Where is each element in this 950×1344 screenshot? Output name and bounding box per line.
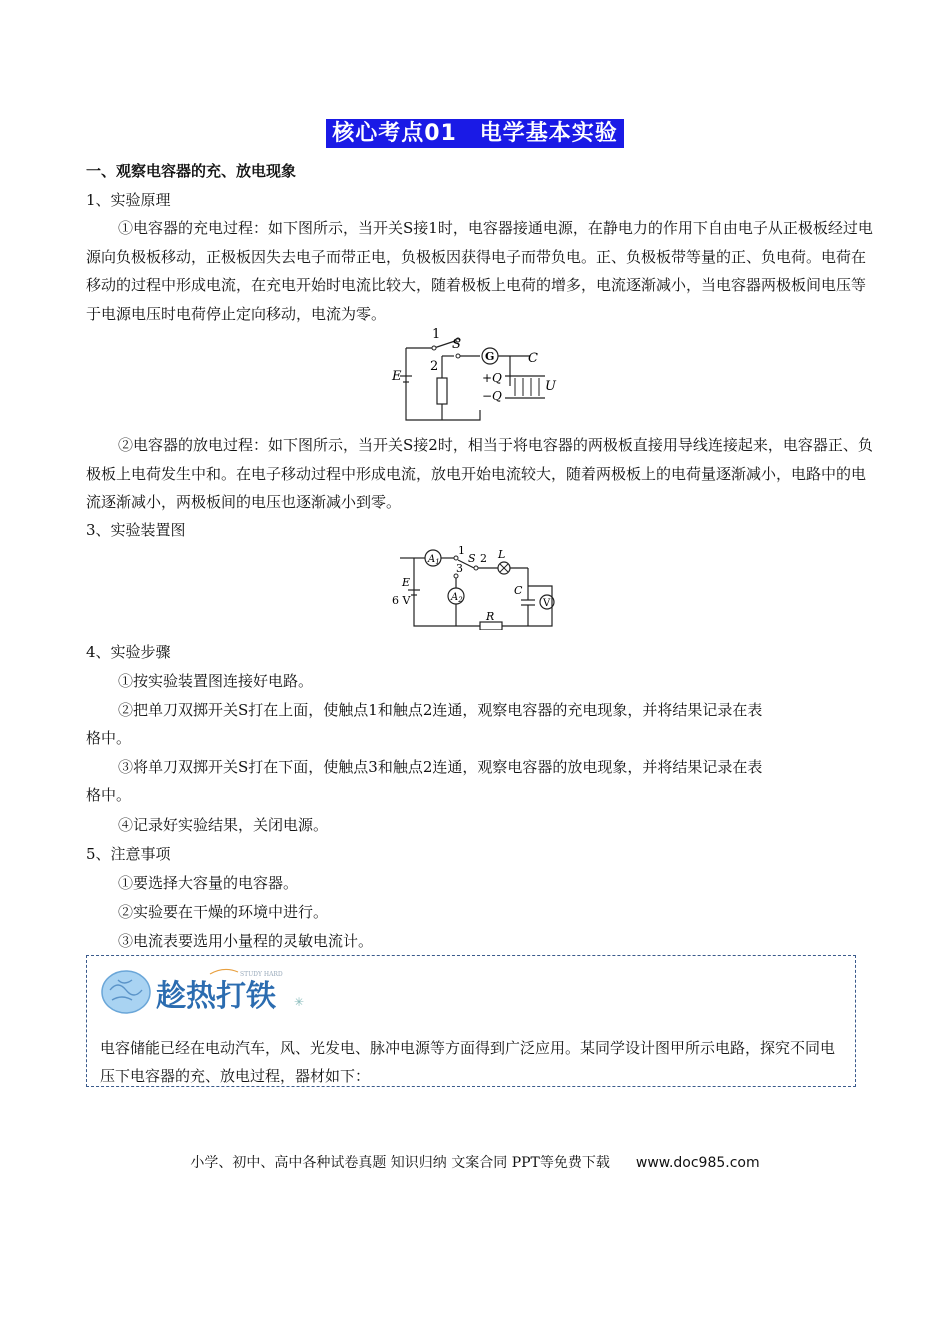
resistor-label: R bbox=[486, 610, 495, 623]
heading-notes: 5、注意事项 bbox=[86, 845, 171, 863]
minus-q-label: −Q bbox=[482, 389, 502, 403]
switch-label: S bbox=[452, 337, 461, 352]
section-heading: 一、观察电容器的充、放电现象 bbox=[86, 162, 297, 180]
heading-steps: 4、实验步骤 bbox=[86, 643, 171, 661]
voltmeter-label: V bbox=[543, 598, 551, 609]
note-item: ②实验要在干燥的环境中进行。 bbox=[118, 903, 329, 921]
footer bbox=[0, 1152, 950, 1172]
capacitor-label: C bbox=[528, 351, 538, 366]
plus-q-label: +Q bbox=[482, 371, 502, 385]
paragraph-discharging: ②电容器的放电过程：如下图所示，当开关S接2时，相当于将电容器的两极板直接用导线连接起来，电容器正、负极板上电荷发生中和。在电子移动过程中形成电流，放电开始电流较大，随着两极板上的电荷量逐渐减小，电路中的电流逐渐减小，两极板间的电压也逐渐减小到零。 bbox=[86, 436, 873, 511]
emf-label: 6 V bbox=[392, 594, 411, 607]
practice-text: 电容储能已经在电动汽车，风、光发电、脉冲电源等方面得到广泛应用。某同学设计图甲所示电路，探究不同电压下电容器的充、放电过程，器材如下： bbox=[100, 1039, 836, 1085]
lamp-label: L bbox=[498, 548, 506, 561]
step-item: ③将单刀双掷开关S打在下面，使触点3和触点2连通，观察电容器的放电现象，并将结果记录在表 bbox=[118, 758, 763, 776]
footer-text: 小学、初中、高中各种试卷真题 知识归纳 文案合同 PPT等免费下载 bbox=[190, 1155, 610, 1171]
note-item: ③电流表要选用小量程的灵敏电流计。 bbox=[118, 932, 374, 950]
step-item-cont: 格中。 bbox=[86, 729, 132, 747]
step-item: ②把单刀双掷开关S打在上面，使触点1和触点2连通，观察电容器的充电现象，并将结果记录在表 bbox=[118, 701, 763, 719]
ammeter-1-label: $A_1$ bbox=[428, 554, 440, 566]
voltage-label: U bbox=[545, 379, 556, 394]
footer-url[interactable]: www.doc985.com bbox=[635, 1155, 760, 1171]
galvanometer-label: G bbox=[485, 350, 495, 363]
capacitor-label-2: C bbox=[514, 584, 523, 597]
switch-label-2: S bbox=[468, 552, 476, 565]
source-label: E bbox=[392, 369, 402, 384]
sparkle-icon: ✳ bbox=[294, 995, 305, 1009]
contact-1-label: 1 bbox=[432, 327, 441, 342]
paragraph-charging: ①电容器的充电过程：如下图所示，当开关S接1时，电容器接通电源，在静电力的作用下自由电子从正极板经过电源向负极板移动，正极板因失去电子而带正电，负极板因获得电子而带负电。正、负极板带等量的正、负电荷。电荷在移动的过程中形成电流，在充电开始时电流比较大，随着极板上电荷的增多，电流逐渐减小，当电容器两极板间电压等于电源电压时电荷停止定向移动，电流为零。 bbox=[86, 219, 873, 323]
contact-1-label-2: 1 bbox=[458, 546, 465, 557]
apparatus-diagram bbox=[390, 546, 570, 630]
heading-principle: 1、实验原理 bbox=[86, 191, 171, 209]
step-item-cont: 格中。 bbox=[86, 786, 132, 804]
page-title: 核心考点01 电学基本实验 bbox=[0, 116, 950, 147]
heading-apparatus: 3、实验装置图 bbox=[86, 521, 186, 539]
charging-circuit-diagram bbox=[390, 326, 570, 424]
logo-text: 趁热打铁 bbox=[156, 979, 276, 1014]
source-label-2: E bbox=[402, 576, 411, 589]
brain-logo bbox=[100, 962, 310, 1024]
contact-2-label: 2 bbox=[430, 359, 439, 374]
logo-small-text: STUDY HARD bbox=[240, 971, 283, 978]
contact-3-label: 3 bbox=[456, 562, 463, 575]
ammeter-2-label: $A_2$ bbox=[451, 592, 463, 604]
step-item: ④记录好实验结果，关闭电源。 bbox=[118, 816, 329, 834]
contact-2-label-2: 2 bbox=[480, 552, 487, 565]
note-item: ①要选择大容量的电容器。 bbox=[118, 874, 299, 892]
step-item: ①按实验装置图连接好电路。 bbox=[118, 672, 314, 690]
